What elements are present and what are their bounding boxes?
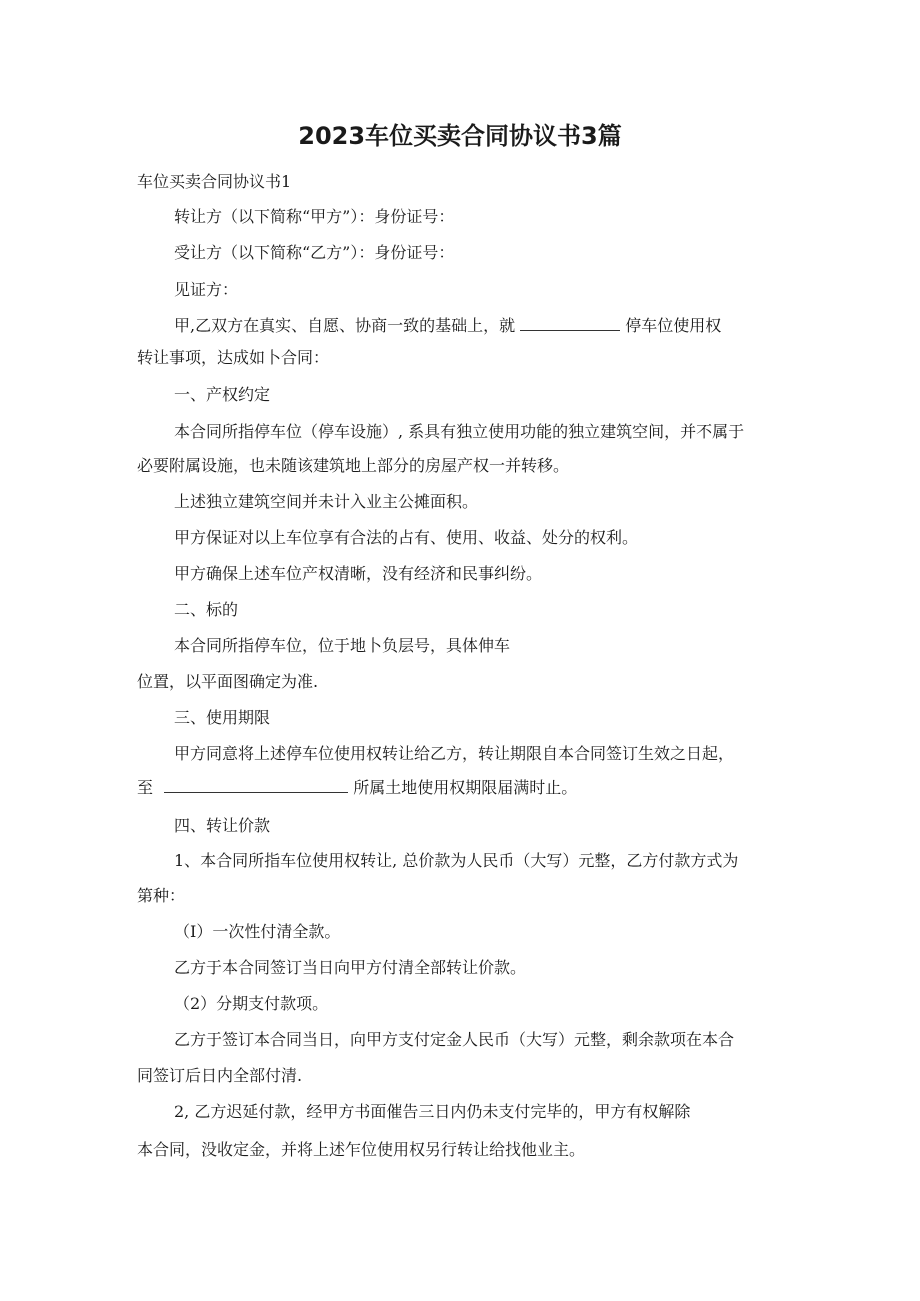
paragraph-line: 必要附属设施，也未随该建筑地上部分的房屋产权一并转移。: [137, 456, 570, 475]
section-heading: 四、转让价款: [174, 816, 271, 835]
section-heading: 车位买卖合同协议书1: [137, 172, 292, 191]
paragraph-line: （I）一次性付清全款。: [174, 922, 341, 941]
paragraph-line: 1、本合同所指车位使用权转让, 总价款为人民币（大写）元整，乙方付款方式为: [174, 851, 739, 870]
fill-in-blank: [520, 316, 620, 331]
fill-in-blank: [164, 778, 348, 793]
section-heading: 二、标的: [174, 600, 239, 619]
paragraph-line: 受让方（以下简称“乙方”）：身份证号：: [174, 243, 455, 262]
paragraph-text: 甲,乙双方在真实、自愿、协商一致的基础上，就: [174, 316, 516, 335]
paragraph-line: 第种：: [137, 886, 186, 905]
paragraph-line: 乙方于本合同签订当日向甲方付清全部转让价款。: [174, 958, 527, 977]
section-heading: 三、使用期限: [174, 708, 271, 727]
section-heading: 一、产权约定: [174, 385, 271, 404]
paragraph-text: 至: [137, 778, 154, 797]
paragraph-line: 同签订后日内全部付清.: [137, 1066, 303, 1085]
paragraph-text: 停车位使用权: [625, 316, 722, 335]
paragraph-line: 本合同所指停车位（停车设施）, 系具有独立使用功能的独立建筑空间，并不属于: [174, 422, 745, 441]
paragraph-line: 转让方（以下简称“甲方”）：身份证号：: [174, 207, 455, 226]
document-title: 2023车位买卖合同协议书3篇: [298, 122, 622, 150]
paragraph-line: 甲方同意将上述停车位使用权转让给乙方，转让期限自本合同签订生效之日起，: [174, 744, 735, 763]
paragraph-line: 甲方保证对以上车位享有合法的占有、使用、收益、处分的权利。: [174, 528, 639, 547]
paragraph-line: 本合同，没收定金，并将上述乍位使用权另行转让给找他业主。: [137, 1140, 586, 1159]
paragraph-line: 甲方确保上述车位产权清晰，没有经济和民事纠纷。: [174, 564, 543, 583]
paragraph-line: [174, 316, 721, 336]
paragraph-line: [137, 778, 577, 798]
paragraph-line: 2, 乙方迟延付款，经甲方书面催告三日内仍未支付完毕的，甲方有权解除: [174, 1102, 691, 1121]
paragraph-line: 位置，以平面图确定为准.: [137, 672, 319, 691]
paragraph-line: 乙方于签订本合同当日，向甲方支付定金人民币（大写）元整，剩余款项在本合: [174, 1030, 735, 1049]
paragraph-line: 见证方：: [174, 280, 239, 299]
paragraph-text: 所属土地使用权期限届满时止。: [353, 778, 578, 797]
paragraph-line: 本合同所指停车位，位于地卜负层号，具体伸车: [174, 636, 511, 655]
paragraph-line: 上述独立建筑空间并未计入业主公摊面积。: [174, 492, 479, 511]
paragraph-line: 转让事项，达成如卜合同：: [137, 348, 330, 367]
paragraph-line: （2）分期支付款项。: [174, 994, 329, 1013]
